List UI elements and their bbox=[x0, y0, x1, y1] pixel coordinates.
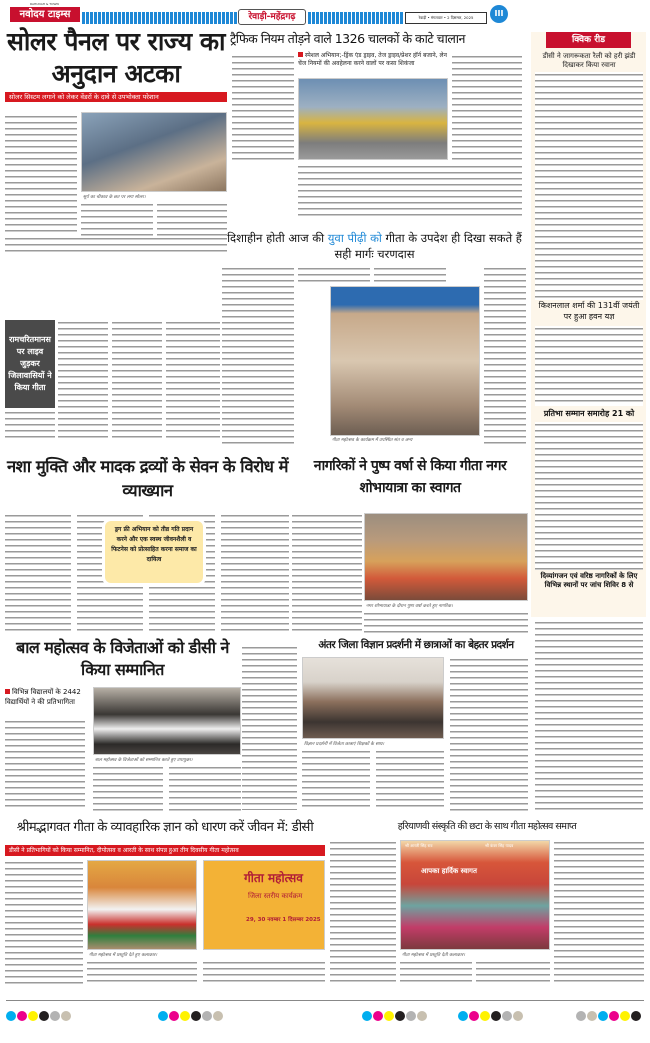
bhagwat-body-col1 bbox=[5, 860, 83, 986]
lead-story bbox=[5, 26, 227, 236]
nasha-body-col1 bbox=[5, 513, 71, 633]
haryanvi-body-col2 bbox=[400, 960, 472, 986]
bal-mahotsav-headline: बाल महोत्सव के विजेताओं को डीसी ने किया सम्मानित bbox=[16, 638, 229, 679]
quick-read-body-2 bbox=[535, 326, 643, 406]
haryanvi-caption: गीता महोत्सव में प्रस्तुति देती कलाकार। bbox=[402, 953, 465, 958]
lead-body-col3 bbox=[157, 202, 227, 236]
grey-swatch bbox=[406, 1011, 416, 1021]
vigyan-story bbox=[240, 637, 530, 812]
ramcharit-body-col1 bbox=[58, 320, 108, 438]
black-swatch bbox=[39, 1011, 49, 1021]
lead-body-col2 bbox=[81, 202, 153, 236]
banner-welcome: आपका हार्दिक स्वागत bbox=[421, 867, 477, 875]
ramcharit-body-col3 bbox=[166, 320, 220, 438]
quick-read-headline-2: किशनलाल शर्मा की 131वीं जयंती पर हुआ हवन यज्ञ bbox=[538, 301, 640, 321]
page-number-badge: III bbox=[490, 5, 508, 23]
color-registration-strip-2 bbox=[158, 1006, 224, 1025]
haryanvi-photo bbox=[400, 840, 550, 950]
quick-read-body-1 bbox=[535, 72, 643, 300]
banner-date: 29, 30 नवम्बर 1 दिसम्बर 2025 bbox=[246, 917, 321, 923]
banner-right-name: श्री कंवर सिंह यादव bbox=[485, 843, 514, 848]
solar-photo-caption: सूर्य का चौकाव के छत पर लगा सोलर। bbox=[83, 195, 146, 200]
ramcharit-text: रामचरितमानस पर लाइव जुड़कर जिलावासियों ने किया गीता bbox=[8, 335, 52, 392]
ramcharit-body-col2 bbox=[112, 320, 162, 438]
traffic-subhead: स्पेशल अभियान;-ड्रिंक एंड ड्राइव, तेज ड्राइव/प्रेशर हॉर्न बजाने, लेन चेंज नियमों की अवहेलना करने वालों पर कसा शिकंजा bbox=[298, 52, 447, 67]
quick-read-label: क्विक रीड bbox=[546, 32, 631, 48]
cyan-swatch bbox=[158, 1011, 168, 1021]
bal-mahotsav-caption: बाल महोत्सव के विजेताओं को सम्मानित करते हुए उपायुक्त। bbox=[95, 758, 193, 763]
grey-swatch bbox=[502, 1011, 512, 1021]
traffic-body-row bbox=[298, 164, 522, 220]
bal-mahotsav-body-col1 bbox=[5, 719, 85, 811]
nasha-body-col4 bbox=[221, 513, 289, 633]
black-swatch bbox=[491, 1011, 501, 1021]
grey-swatch bbox=[576, 1011, 586, 1021]
magenta-swatch bbox=[609, 1011, 619, 1021]
nasha-headline: नशा मुक्ति और मादक द्रव्यों के सेवन के विरोध में व्याख्यान bbox=[6, 457, 288, 500]
traffic-body-col1 bbox=[232, 54, 294, 164]
ramcharit-box bbox=[5, 320, 55, 408]
color-registration-strip-4 bbox=[458, 1006, 524, 1025]
bullet-square bbox=[5, 689, 10, 694]
yellow-swatch bbox=[384, 1011, 394, 1021]
vigyan-photo bbox=[302, 657, 444, 739]
shobhayatra-photo bbox=[364, 513, 528, 601]
grey-swatch bbox=[202, 1011, 212, 1021]
tan-swatch bbox=[513, 1011, 523, 1021]
lead-strap: सोलर सिस्टम लगाने को लेकर वेंडरों के दावे से उपभोक्ता परेशान bbox=[5, 92, 227, 102]
traffic-photo bbox=[298, 78, 448, 160]
headline-highlight: युवा पीढ़ी को bbox=[327, 231, 382, 245]
quick-read-headline-1: डीसी ने जागरूकता रैली को हरी झंडी दिखाकर किया रवाना bbox=[542, 52, 636, 69]
yellow-swatch bbox=[180, 1011, 190, 1021]
bal-mahotsav-body-col2 bbox=[93, 765, 163, 811]
vigyan-body-col1 bbox=[302, 749, 370, 811]
solar-panel-photo bbox=[81, 112, 227, 192]
bullet-square bbox=[298, 52, 303, 57]
ramcharit-body-col0 bbox=[5, 410, 55, 438]
cyan-swatch bbox=[6, 1011, 16, 1021]
footer-rule bbox=[6, 1000, 644, 1001]
gita-body-col4 bbox=[484, 266, 526, 444]
quick-read-panel bbox=[531, 32, 646, 617]
color-registration-strip-1 bbox=[6, 1006, 72, 1025]
bhagwat-body-col3 bbox=[203, 960, 325, 986]
bhagwat-photo1-caption: गीता महोत्सव में प्रस्तुति देते हुए कलाकार। bbox=[89, 953, 158, 958]
yellow-swatch bbox=[480, 1011, 490, 1021]
haryanvi-story bbox=[328, 818, 646, 988]
black-swatch bbox=[395, 1011, 405, 1021]
grey-swatch bbox=[50, 1011, 60, 1021]
tan-swatch bbox=[213, 1011, 223, 1021]
quick-read-body-3 bbox=[535, 422, 643, 570]
traffic-story bbox=[230, 30, 530, 220]
magenta-swatch bbox=[17, 1011, 27, 1021]
black-swatch bbox=[191, 1011, 201, 1021]
bhagwat-story bbox=[5, 818, 325, 988]
magenta-swatch bbox=[373, 1011, 383, 1021]
gita-story bbox=[222, 230, 527, 445]
shobhayatra-story bbox=[290, 455, 530, 635]
banner-sub: जिला स्तरीय कार्यक्रम bbox=[248, 892, 303, 900]
nasha-pullquote: ड्रग फ्री अभियान को तीव्र गति प्रदान करने और एक स्वस्थ जीवनशैली व फिटनेस को प्रोत्साहित करना समाज का दायित्व bbox=[105, 521, 203, 583]
traffic-headline: ट्रैफिक नियम तोड़ने वाले 1326 चालकों के काटे चालान bbox=[230, 31, 465, 46]
lead-headline: सोलर पैनल पर राज्य का अनुदान अटका bbox=[7, 27, 225, 88]
shobhayatra-caption: नगर शोभायात्रा के दौरान पुष्प वर्षा करते हुए नागरिक। bbox=[366, 604, 453, 609]
blue-band-left bbox=[82, 12, 237, 24]
haryanvi-headline: हरियाणवी संस्कृति की छटा के साथ गीता महोत्सव समाप्त bbox=[397, 821, 577, 832]
bhagwat-strap: डीसी ने प्रतिभागियों को किया सम्मानित, दीपोत्सव व आरती के साथ संपन्न हुआ तीन दिवसीय गीता महोत्सव bbox=[5, 845, 325, 856]
quick-read-body-4 bbox=[535, 620, 643, 810]
haryanvi-body-col3 bbox=[476, 960, 550, 986]
tan-swatch bbox=[587, 1011, 597, 1021]
banner-title: गीता महोत्सव bbox=[244, 871, 303, 885]
logo: नवोदय टाइम्स bbox=[10, 7, 80, 22]
vigyan-body-col3 bbox=[450, 657, 528, 811]
vigyan-headline: अंतर जिला विज्ञान प्रदर्शनी में छात्राओं का बेहतर प्रदर्शन bbox=[318, 639, 514, 651]
banner-left-name: श्री आरती सिंह राव bbox=[405, 843, 433, 848]
cyan-swatch bbox=[458, 1011, 468, 1021]
traffic-body-col3 bbox=[452, 54, 522, 164]
edition-tab: रेवाड़ी-महेंद्रगढ़ bbox=[238, 9, 306, 25]
tan-swatch bbox=[417, 1011, 427, 1021]
quick-read-headline-3: प्रतिभा सम्मान समारोह 21 को bbox=[543, 409, 635, 418]
cyan-swatch bbox=[362, 1011, 372, 1021]
quick-read-headline-4: दिव्यांगजन एवं वरिष्ठ नागरिकों के लिए विभिन्न स्थानों पर जांच शिविर 8 से bbox=[540, 572, 638, 589]
bal-mahotsav-photo bbox=[93, 687, 241, 755]
gita-body-col3 bbox=[374, 266, 446, 284]
masthead bbox=[0, 0, 650, 26]
gita-body-col2 bbox=[298, 266, 370, 284]
shobhayatra-body-col2 bbox=[364, 611, 528, 633]
shobhayatra-body-col1 bbox=[292, 513, 362, 633]
gita-photo bbox=[330, 286, 480, 436]
magenta-swatch bbox=[469, 1011, 479, 1021]
bhagwat-headline: श्रीमद्भागवत गीता के व्यावहारिक ज्ञान को धारण करें जीवन में: डीसी bbox=[16, 820, 314, 835]
black-swatch bbox=[631, 1011, 641, 1021]
bal-mahotsav-story bbox=[5, 637, 240, 812]
vigyan-caption: विज्ञान प्रदर्शनी में विजेता छात्राएं शिक्षकों के साथ। bbox=[304, 742, 385, 747]
bal-mahotsav-body-col3 bbox=[169, 765, 241, 811]
color-registration-strip-5 bbox=[576, 1006, 642, 1025]
nasha-story bbox=[5, 455, 290, 635]
bhagwat-body-col2 bbox=[87, 960, 197, 986]
shobhayatra-headline: नागरिकों ने पुष्प वर्षा से किया गीता नगर शोभायात्रा का स्वागत bbox=[313, 458, 507, 496]
gita-photo-caption: गीता महोत्सव के कार्यक्रम में उपस्थित संत व अन्य bbox=[332, 438, 413, 443]
gita-body-col1 bbox=[222, 266, 294, 444]
tan-swatch bbox=[61, 1011, 71, 1021]
yellow-swatch bbox=[28, 1011, 38, 1021]
yellow-swatch bbox=[620, 1011, 630, 1021]
magenta-swatch bbox=[169, 1011, 179, 1021]
cyan-swatch bbox=[598, 1011, 608, 1021]
lead-body-col1 bbox=[5, 114, 77, 234]
haryanvi-body-col4 bbox=[554, 840, 644, 986]
bhagwat-photo-stage bbox=[203, 860, 325, 950]
haryanvi-body-col1 bbox=[330, 840, 396, 986]
lead-body-continued bbox=[5, 236, 227, 256]
dateline: रेवाड़ी • मंगलवार • 2 दिसम्बर, 2025 bbox=[405, 12, 487, 24]
tagline: RAHUDAH & TOWN bbox=[30, 2, 59, 6]
color-registration-strip-3 bbox=[362, 1006, 428, 1025]
bal-mahotsav-subhead: विभिन्न विद्यालयों के 2442 विद्यार्थियों ने की प्रतिभागिता bbox=[5, 688, 81, 706]
vigyan-body-col2 bbox=[376, 749, 444, 811]
gita-headline: दिशाहीन होती आज की युवा पीढ़ी को गीता के उपदेश ही दिखा सकते हैं सही मार्गः चरणदास bbox=[227, 231, 522, 261]
bhagwat-photo-dancers bbox=[87, 860, 197, 950]
blue-band-right bbox=[308, 12, 403, 24]
